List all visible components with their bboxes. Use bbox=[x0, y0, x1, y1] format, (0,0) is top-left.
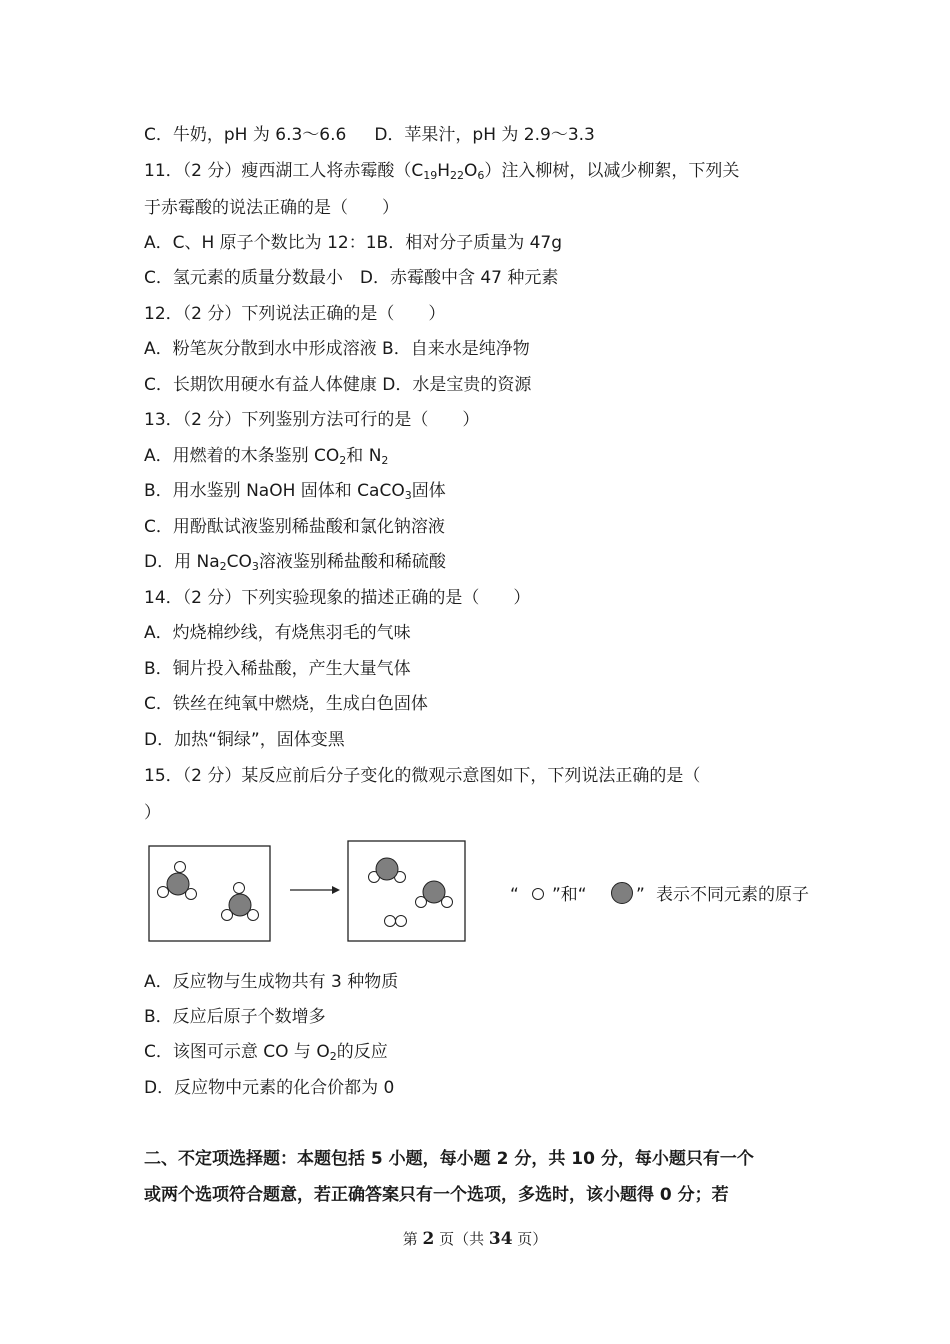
q14-option-c: C．铁丝在纯氧中燃烧，生成白色固体 bbox=[144, 694, 428, 714]
q15-stem-line2: ） bbox=[144, 803, 161, 823]
reactant-molecule-2 bbox=[222, 883, 259, 921]
q13-stem: 13．（2 分）下列鉴别方法可行的是（ ） bbox=[144, 410, 480, 430]
legend-gray-atom bbox=[612, 883, 633, 904]
legend-white-atom bbox=[533, 889, 544, 900]
reaction-arrow bbox=[290, 886, 340, 894]
q11-options-ab: A．C、H 原子个数比为 12：1B．相对分子质量为 47g bbox=[144, 233, 563, 253]
page-footer: 第 2 页（共 34 页） bbox=[402, 1229, 548, 1249]
q15-option-c: C．该图可示意 CO 与 $O_2$的反应 bbox=[144, 1042, 388, 1063]
product-molecule-3 bbox=[385, 916, 407, 927]
q12-options-cd: C．长期饮用硬水有益人体健康 D．水是宝贵的资源 bbox=[144, 375, 532, 395]
total-pages: 34 bbox=[488, 1229, 513, 1249]
legend-text: 表示不同元素的原子 bbox=[656, 885, 809, 905]
legend bbox=[510, 883, 809, 906]
reaction-diagram bbox=[148, 840, 828, 946]
legend-quote-3: ” bbox=[636, 885, 645, 905]
q13-option-b: B．用水鉴别 NaOH 固体和 CaCO$_3$固体 bbox=[144, 481, 446, 502]
q12-options-ab: A．粉笔灰分散到水中形成溶液 B．自来水是纯净物 bbox=[144, 339, 530, 359]
q15-stem: 15．（2 分）某反应前后分子变化的微观示意图如下，下列说法正确的是（ bbox=[144, 766, 701, 786]
product-molecule-1 bbox=[369, 858, 406, 883]
section2-heading-line1: 二、不定项选择题：本题包括 5 小题，每小题 2 分，共 10 分，每小题只有一个 bbox=[144, 1149, 754, 1169]
q10-options bbox=[144, 123, 595, 147]
q11-stem-line2: 于赤霉酸的说法正确的是（ ） bbox=[144, 198, 399, 218]
q15-option-b: B．反应后原子个数增多 bbox=[144, 1007, 326, 1027]
reactant-molecule-1 bbox=[158, 862, 197, 900]
legend-quote-1: “ bbox=[510, 885, 519, 905]
q10-option-c: C．牛奶，pH 为 6.3～6.6 bbox=[144, 125, 347, 145]
q12-stem: 12．（2 分）下列说法正确的是（ ） bbox=[144, 304, 446, 324]
page-number: 2 bbox=[422, 1229, 435, 1249]
q13-option-c: C．用酚酞试液鉴别稀盐酸和氯化钠溶液 bbox=[144, 517, 445, 537]
q13-option-d: D．用 $Na_2CO_3$溶液鉴别稀盐酸和稀硫酸 bbox=[144, 552, 446, 573]
q14-option-a: A．灼烧棉纱线，有烧焦羽毛的气味 bbox=[144, 623, 411, 643]
q14-stem: 14．（2 分）下列实验现象的描述正确的是（ ） bbox=[144, 588, 531, 608]
q14-option-d: D．加热“铜绿”，固体变黑 bbox=[144, 730, 345, 750]
q11-options-cd: C．氢元素的质量分数最小 D．赤霉酸中含 47 种元素 bbox=[144, 268, 559, 288]
q11-stem: 11．（2 分）瘦西湖工人将赤霉酸$(C_{19}H_{22}O_6)$注入柳树，以减少柳絮，下列关 bbox=[144, 161, 740, 182]
q15-option-d: D．反应物中元素的化合价都为 0 bbox=[144, 1078, 395, 1098]
q10-option-d: D．苹果汁，pH 为 2.9～3.3 bbox=[374, 125, 595, 145]
q13-option-a: A．用燃着的木条鉴别 $CO_2$和 $N_2$ bbox=[144, 446, 389, 467]
product-molecule-2 bbox=[416, 881, 453, 908]
q15-option-a: A．反应物与生成物共有 3 种物质 bbox=[144, 972, 399, 992]
q14-option-b: B．铜片投入稀盐酸，产生大量气体 bbox=[144, 659, 411, 679]
section2-heading-line2: 或两个选项符合题意，若正确答案只有一个选项，多选时，该小题得 0 分；若 bbox=[144, 1185, 729, 1205]
legend-quote-2: ”和“ bbox=[552, 885, 587, 905]
products-box bbox=[348, 841, 465, 941]
